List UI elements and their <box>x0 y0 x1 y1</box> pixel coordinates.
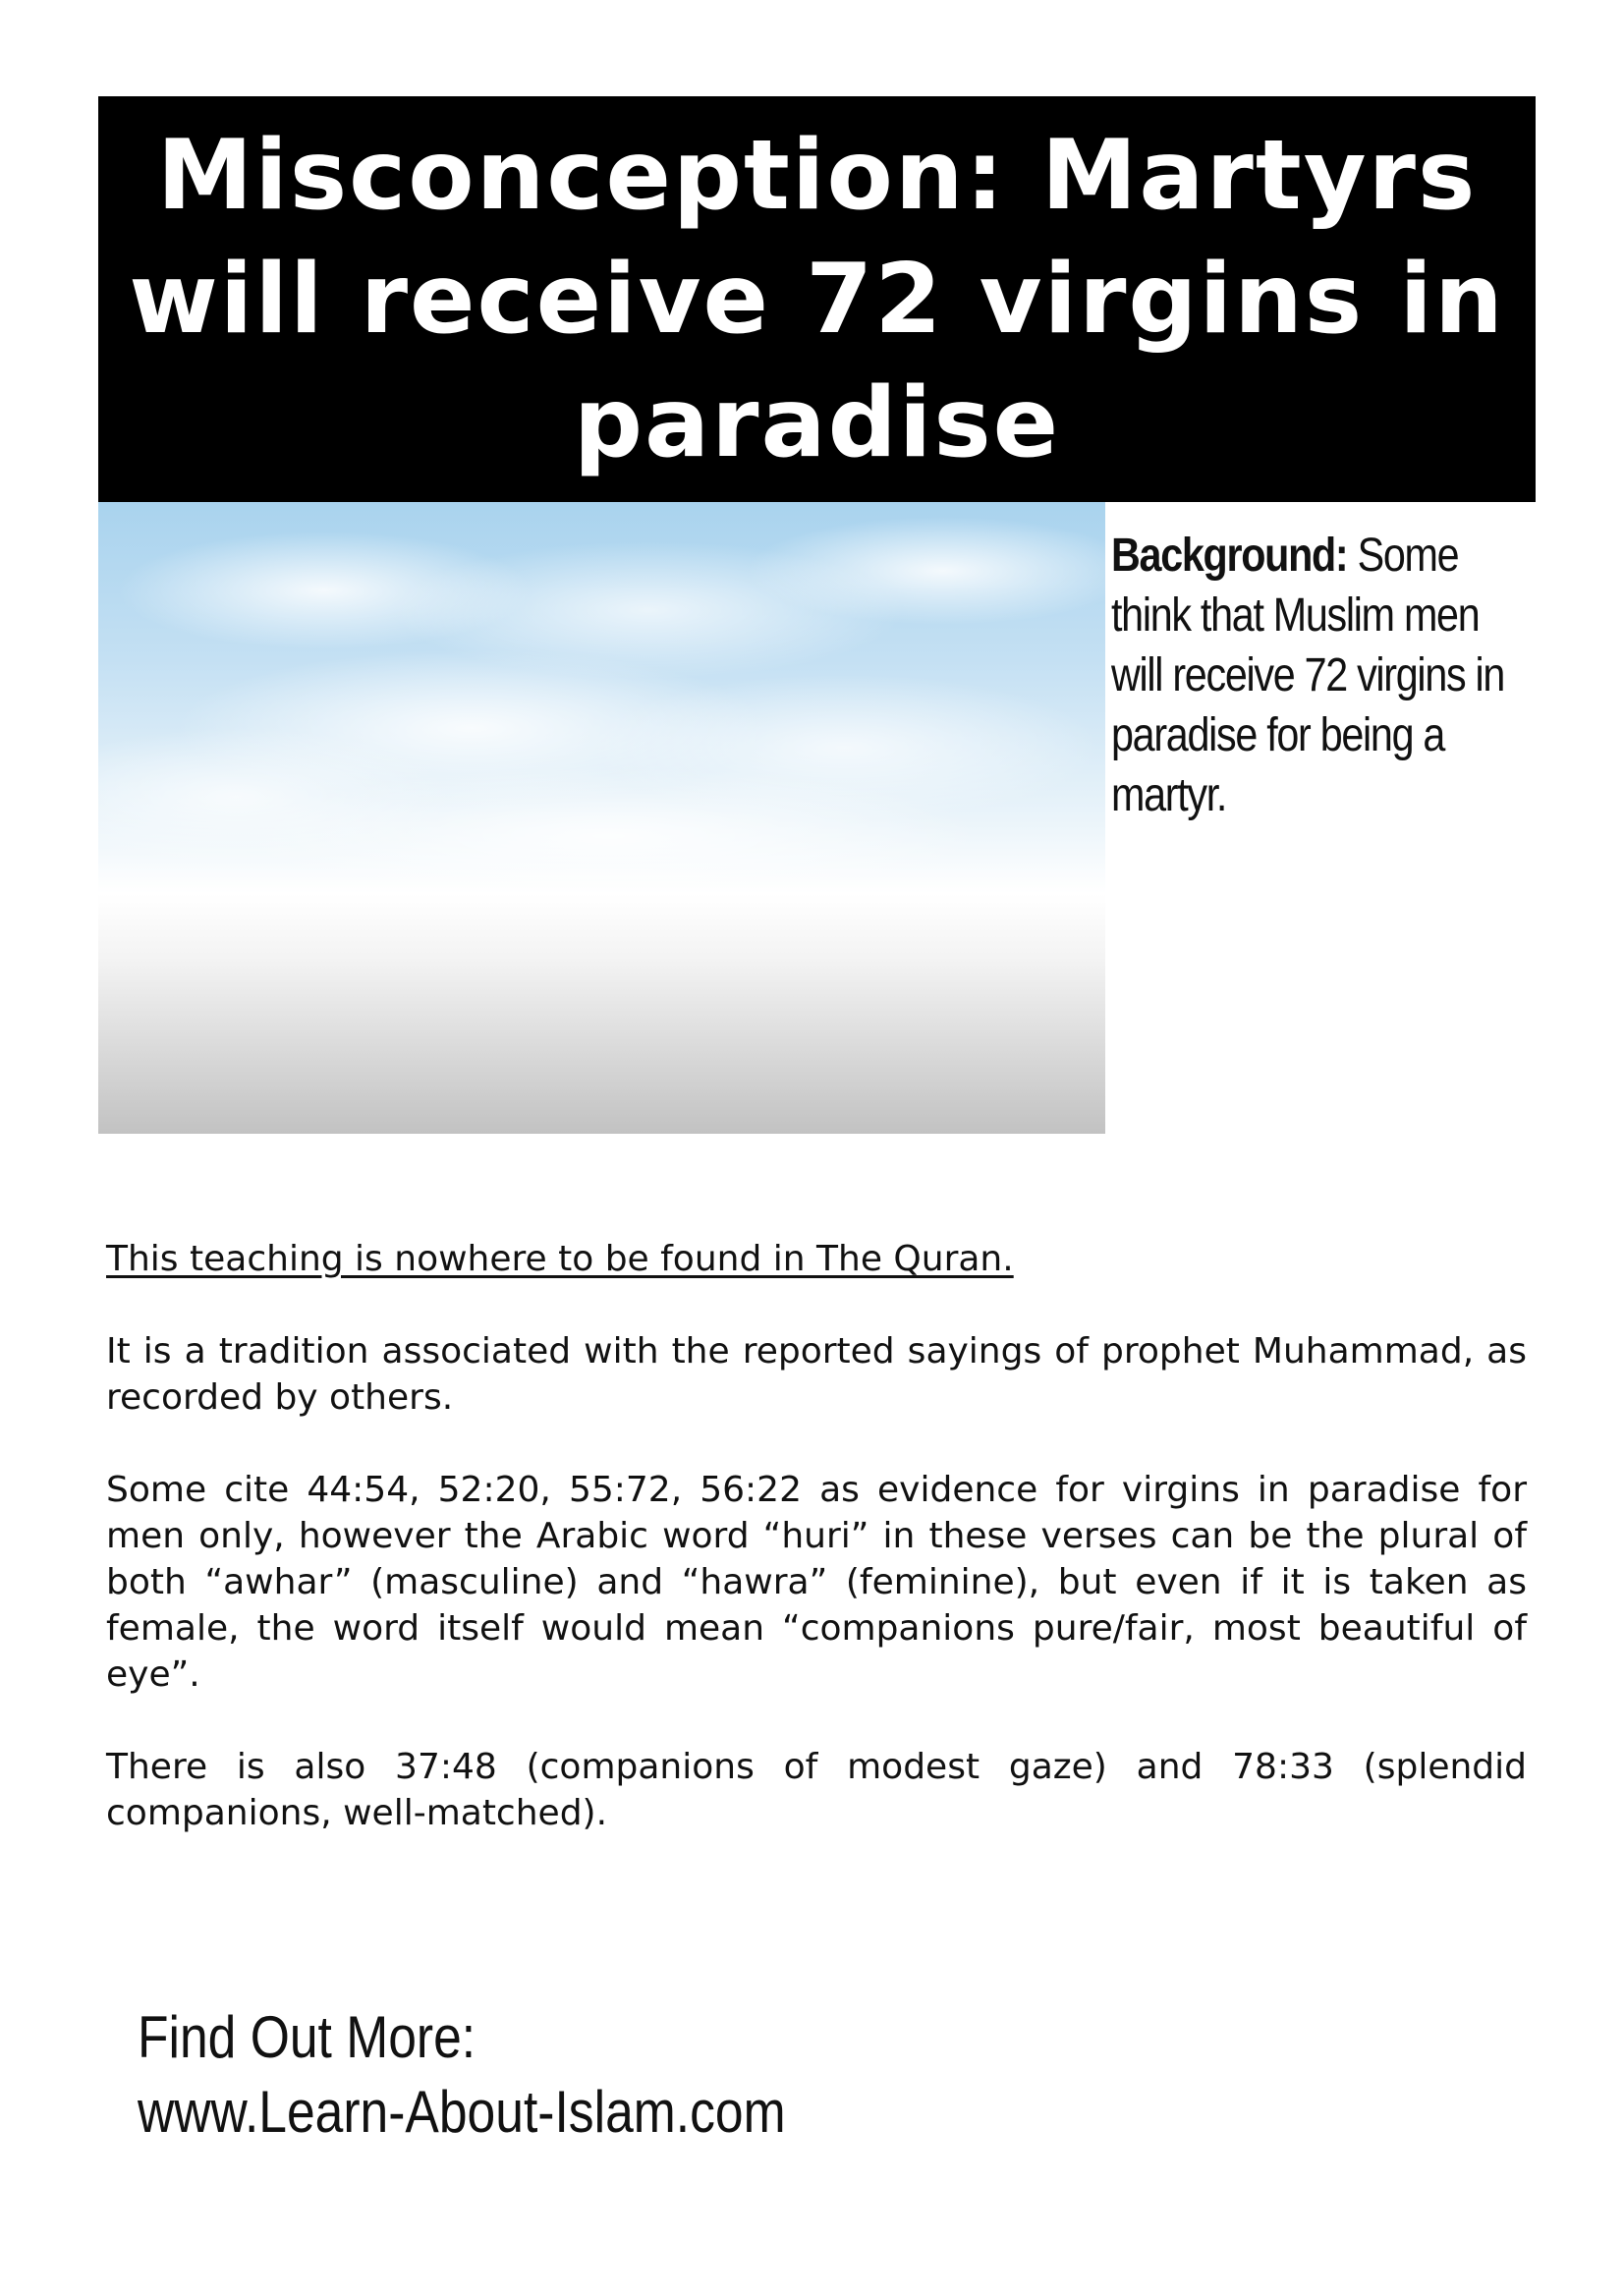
main-content <box>106 1236 1527 1882</box>
sky-clouds-image <box>98 502 1105 1134</box>
paragraph-tradition: It is a tradition associated with the reported sayings of prophet Muhammad, as recorded by others. <box>106 1331 1527 1418</box>
footer-label: Find Out More: <box>138 2004 476 2070</box>
footer-url[interactable]: www.Learn-About-Islam.com <box>138 2079 786 2145</box>
intro-statement: This teaching is nowhere to be found in The Quran. <box>106 1239 1014 1279</box>
footer <box>138 2000 786 2150</box>
paragraph-verses: Some cite 44:54, 52:20, 55:72, 56:22 as evidence for virgins in paradise for men only, however the Arabic word “huri” in these verses can be the plural of both “awhar” (masculine) and “hawra” (feminine), but even if it is taken as female, the word itself would mean “companions pure/fair, most beautiful of eye”. <box>106 1470 1527 1695</box>
background-label: Background: <box>1111 530 1348 582</box>
title-banner <box>98 96 1536 502</box>
background-text: Some think that Muslim men will receive 72 virgins in paradise for being a martyr. <box>1111 530 1505 821</box>
background-note <box>1111 526 1534 825</box>
page-title: Misconception: Martyrs will receive 72 virgins in paradise <box>129 119 1505 479</box>
paragraph-companions: There is also 37:48 (companions of modest gaze) and 78:33 (splendid companions, well-matched). <box>106 1747 1527 1833</box>
